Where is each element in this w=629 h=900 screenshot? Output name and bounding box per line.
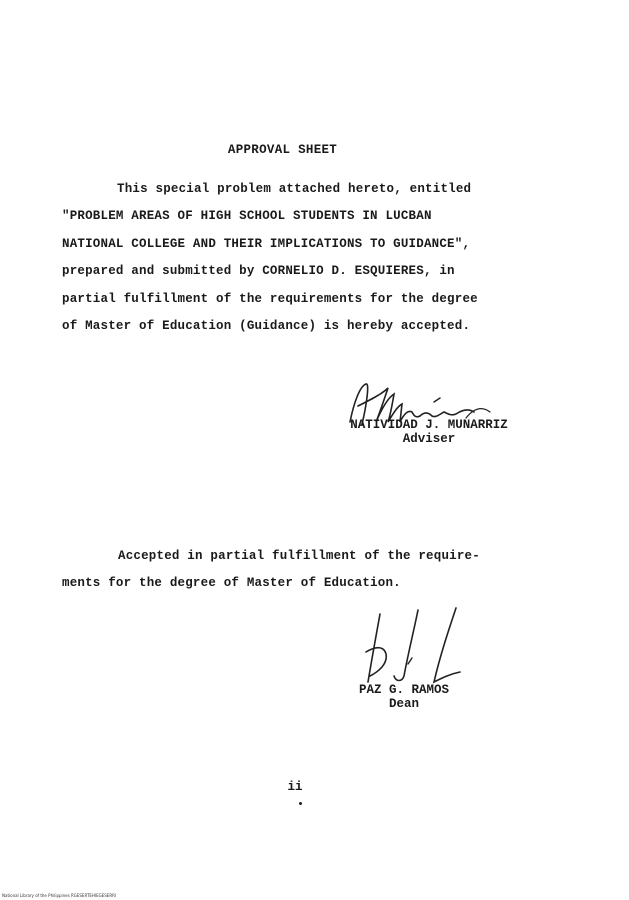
paragraph-line: "PROBLEM AREAS OF HIGH SCHOOL STUDENTS IN LUCBAN <box>62 209 432 223</box>
dean-signature <box>348 606 468 690</box>
page-number: ii <box>287 780 303 794</box>
page-title: APPROVAL SHEET <box>227 143 338 157</box>
paragraph-line: Accepted in partial fulfillment of the require- <box>118 549 480 563</box>
paragraph-line: This special problem attached hereto, entitled <box>117 182 472 196</box>
paragraph-line: of Master of Education (Guidance) is hereby accepted. <box>62 319 471 333</box>
adviser-role: Adviser <box>402 432 456 446</box>
paragraph-line: NATIONAL COLLEGE AND THEIR IMPLICATIONS TO GUIDANCE", <box>62 237 471 251</box>
dean-name: PAZ G. RAMOS <box>358 683 449 697</box>
paragraph-line: partial fulfillment of the requirements for the degree <box>62 292 478 306</box>
adviser-name: NATIVIDAD J. MUNARRIZ <box>350 418 508 432</box>
paragraph-line: ments for the degree of Master of Education. <box>62 576 401 590</box>
dean-role: Dean <box>388 697 419 711</box>
footer-watermark: National Library of the Philippines RGESERTEHIEGESERRI <box>2 893 117 898</box>
paragraph-line: prepared and submitted by CORNELIO D. ESQUIERES, in <box>62 264 455 278</box>
page-dot <box>299 802 302 805</box>
